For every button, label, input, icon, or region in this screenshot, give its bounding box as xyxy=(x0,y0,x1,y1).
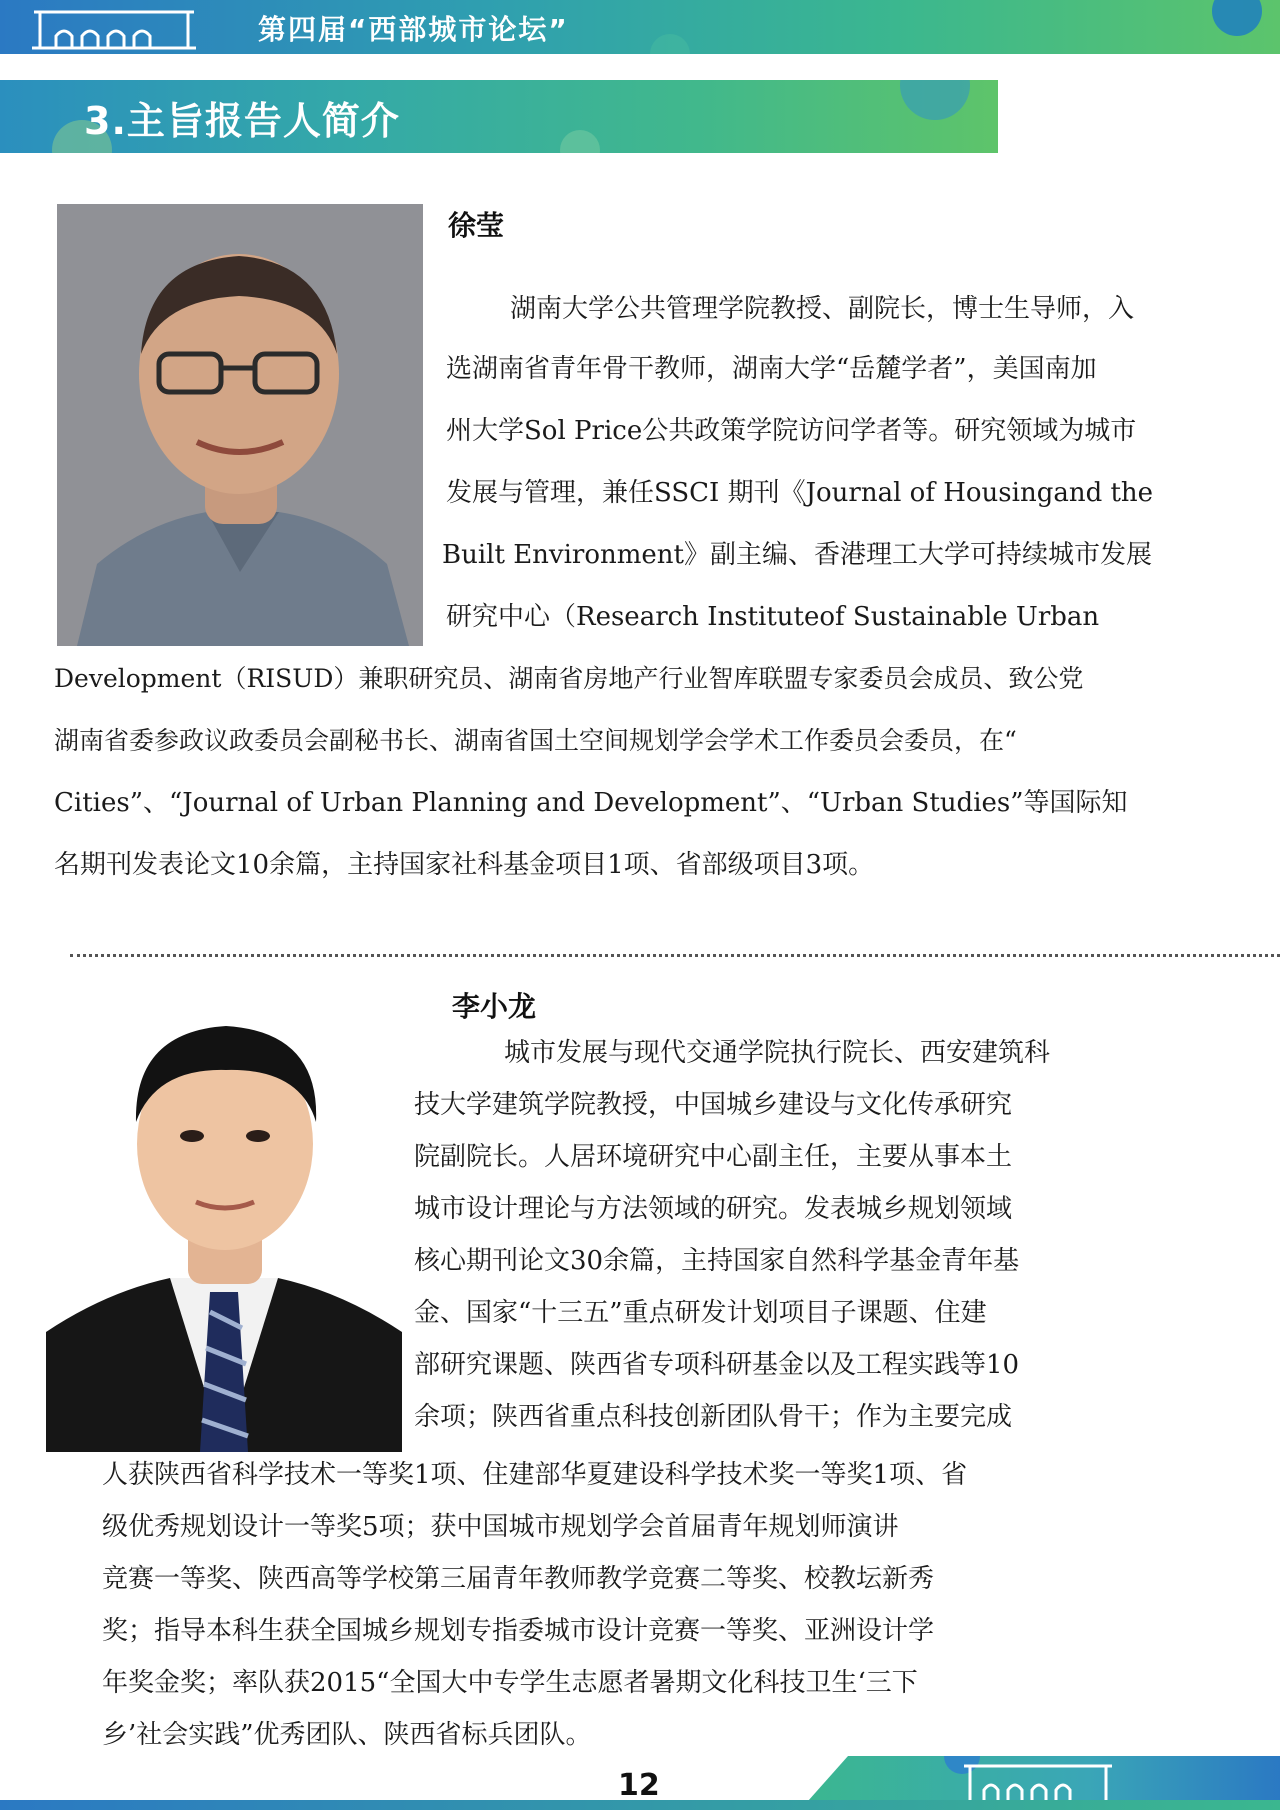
bio-line: 名期刊发表论文10余篇，主持国家社科基金项目1项、省部级项目3项。 xyxy=(54,850,875,880)
bio-line: 城市设计理论与方法领域的研究。发表城乡规划领域 xyxy=(414,1194,1013,1224)
bio-line: 湖南省委参政议政委员会副秘书长、湖南省国土空间规划学会学术工作委员会委员，在“ xyxy=(54,726,1017,755)
bio-line: Built Environment》副主编、香港理工大学可持续城市发展 xyxy=(442,540,1152,570)
portrait-illustration xyxy=(46,992,402,1452)
page-number: 12 xyxy=(618,1768,660,1803)
decorative-circle xyxy=(1212,0,1262,36)
speaker-name: 徐莹 xyxy=(448,209,505,242)
bio-line: 城市发展与现代交通学院执行院长、西安建筑科 xyxy=(504,1038,1051,1068)
bio-line: 级优秀规划设计一等奖5项；获中国城市规划学会首届青年规划师演讲 xyxy=(102,1512,899,1542)
bio-line: 院副院长。人居环境研究中心副主任，主要从事本土 xyxy=(414,1142,1013,1172)
speaker-photo xyxy=(57,204,423,646)
section-title: 3.主旨报告人简介 xyxy=(84,99,400,143)
decorative-circle xyxy=(650,34,690,54)
bio-line: 研究中心（Research Instituteof Sustainable Urban xyxy=(446,602,1100,632)
speaker-photo xyxy=(46,992,402,1452)
bio-line: 技大学建筑学院教授，中国城乡建设与文化传承研究 xyxy=(414,1090,1013,1120)
bio-line: 金、国家“十三五”重点研发计划项目子课题、住建 xyxy=(414,1298,987,1328)
bio-line: 核心期刊论文30余篇，主持国家自然科学基金青年基 xyxy=(414,1246,1020,1276)
bio-line: 奖；指导本科生获全国城乡规划专指委城市设计竞赛一等奖、亚洲设计学 xyxy=(102,1616,935,1646)
bio-line: 年奖金奖；率队获2015“全国大中专学生志愿者暑期文化科技卫生‘三下 xyxy=(102,1668,918,1698)
forum-title: 第四届“西部城市论坛” xyxy=(258,13,569,46)
bio-line: 选湖南省青年骨干教师，湖南大学“岳麓学者”，美国南加 xyxy=(446,354,1097,384)
bio-line: 湖南大学公共管理学院教授、副院长，博士生导师，入 xyxy=(510,294,1135,324)
section-banner xyxy=(0,80,998,153)
speaker-name: 李小龙 xyxy=(452,990,537,1023)
section-divider xyxy=(70,954,1280,957)
portrait-illustration xyxy=(57,204,423,646)
decorative-circle xyxy=(900,80,970,120)
bio-line: 竞赛一等奖、陕西高等学校第三届青年教师教学竞赛二等奖、校教坛新秀 xyxy=(102,1564,935,1594)
bio-line: 乡’社会实践”优秀团队、陕西省标兵团队。 xyxy=(102,1720,592,1750)
bio-line: 余项；陕西省重点科技创新团队骨干；作为主要完成 xyxy=(414,1402,1013,1432)
building-logo-icon xyxy=(28,4,200,50)
decorative-circle xyxy=(560,130,600,153)
bio-line: 州大学Sol Price公共政策学院访问学者等。研究领域为城市 xyxy=(446,416,1137,446)
bio-line: 发展与管理，兼任SSCI 期刊《Journal of Housingand the xyxy=(446,478,1154,508)
bio-line: Cities”、“Journal of Urban Planning and Development”、“Urban Studies”等国际知 xyxy=(54,788,1128,818)
building-logo-icon xyxy=(958,1756,1118,1804)
bio-line: 人获陕西省科学技术一等奖1项、住建部华夏建设科学技术奖一等奖1项、省 xyxy=(102,1460,968,1490)
top-header-bar xyxy=(0,0,1280,54)
bio-line: 部研究课题、陕西省专项科研基金以及工程实践等10 xyxy=(414,1350,1020,1380)
bio-line: Development（RISUD）兼职研究员、湖南省房地产行业智库联盟专家委员会成员、致公党 xyxy=(54,664,1084,693)
